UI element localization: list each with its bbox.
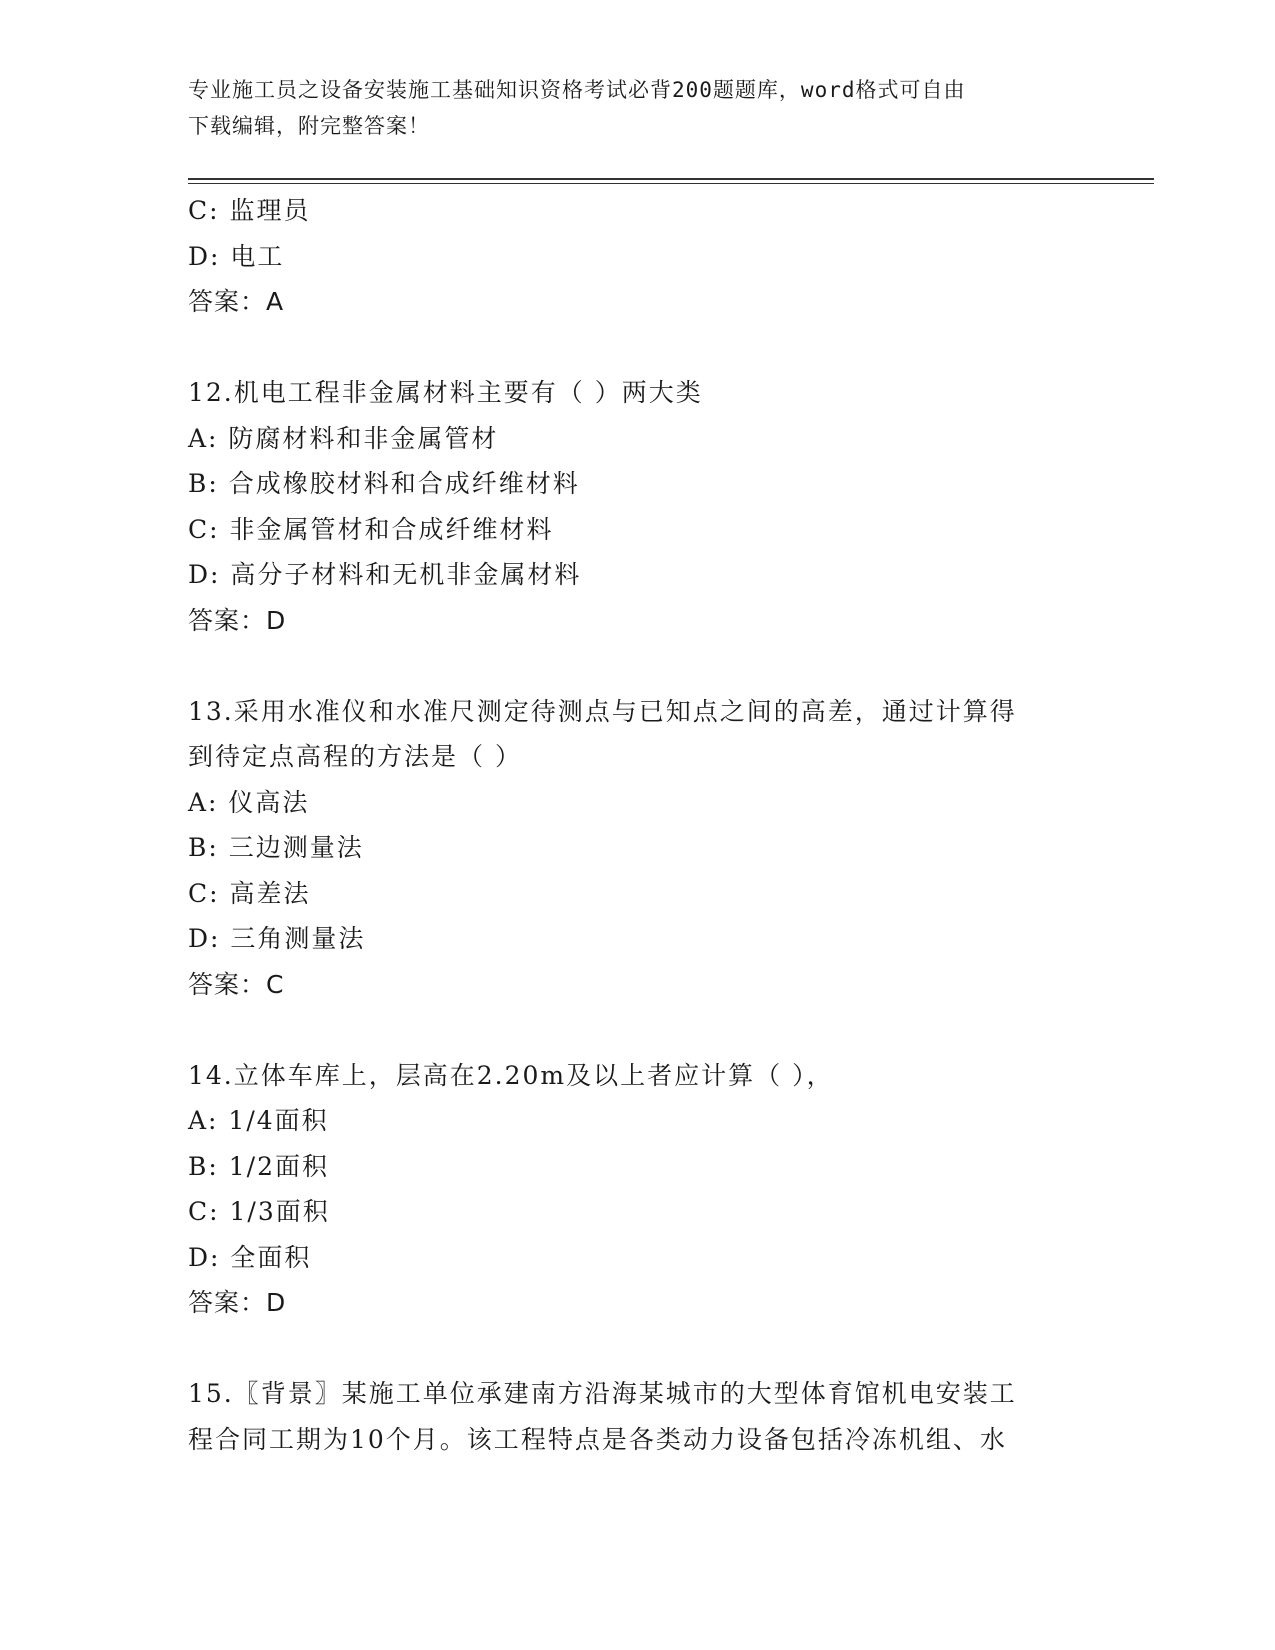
question-text: 14.立体车库上，层高在2.20m及以上者应计算（ ）， xyxy=(188,1060,834,1090)
question-12 xyxy=(188,370,1088,643)
answer: 答案：D xyxy=(188,605,287,635)
header-divider-thick xyxy=(188,178,1154,180)
question-text-line-2: 到待定点高程的方法是（ ） xyxy=(188,742,522,771)
question-13 xyxy=(188,689,1088,1008)
question-text: 12.机电工程非金属材料主要有（ ）两大类 xyxy=(188,378,703,407)
question-text-line-2: 程合同工期为10个月。该工程特点是各类动力设备包括冷冻机组、水 xyxy=(188,1424,1007,1454)
header-line-1: 专业施工员之设备安装施工基础知识资格考试必背200题题库，word格式可自由 xyxy=(188,78,966,102)
option-d: D: 高分子材料和无机非金属材料 xyxy=(188,560,582,589)
question-text-line-1: 13.采用水准仪和水准尺测定待测点与已知点之间的高差，通过计算得 xyxy=(188,696,1017,726)
question-text-line-1: 15.〖背景〗某施工单位承建南方沿海某城市的大型体育馆机电安装工 xyxy=(188,1379,1017,1408)
option-c: C: 高差法 xyxy=(188,878,311,908)
option-b: B: 1/2面积 xyxy=(188,1151,329,1181)
option-b: B: 合成橡胶材料和合成纤维材料 xyxy=(188,469,580,498)
answer: 答案：D xyxy=(188,1288,287,1317)
header-line-2: 下载编辑，附完整答案！ xyxy=(188,114,430,138)
option-a: A: 仪高法 xyxy=(188,787,310,817)
option-c: C: 非金属管材和合成纤维材料 xyxy=(188,514,554,544)
option-d: D: 三角测量法 xyxy=(188,924,366,953)
option-a: A: 1/4面积 xyxy=(188,1106,329,1135)
answer: 答案：C xyxy=(188,969,285,999)
answer: 答案：A xyxy=(188,287,285,316)
option-c: C: 1/3面积 xyxy=(188,1197,330,1226)
option-d: D: 全面积 xyxy=(188,1242,312,1272)
question-14 xyxy=(188,1053,1088,1326)
question-11 xyxy=(188,188,1088,325)
question-15 xyxy=(188,1371,1088,1462)
option-a: A: 防腐材料和非金属管材 xyxy=(188,423,499,453)
header-divider-thin xyxy=(188,183,1154,184)
question-list xyxy=(188,188,1088,1462)
option-d: D: 电工 xyxy=(188,241,285,271)
option-c: C: 监理员 xyxy=(188,196,311,225)
option-b: B: 三边测量法 xyxy=(188,833,364,862)
document-header xyxy=(188,72,1068,144)
